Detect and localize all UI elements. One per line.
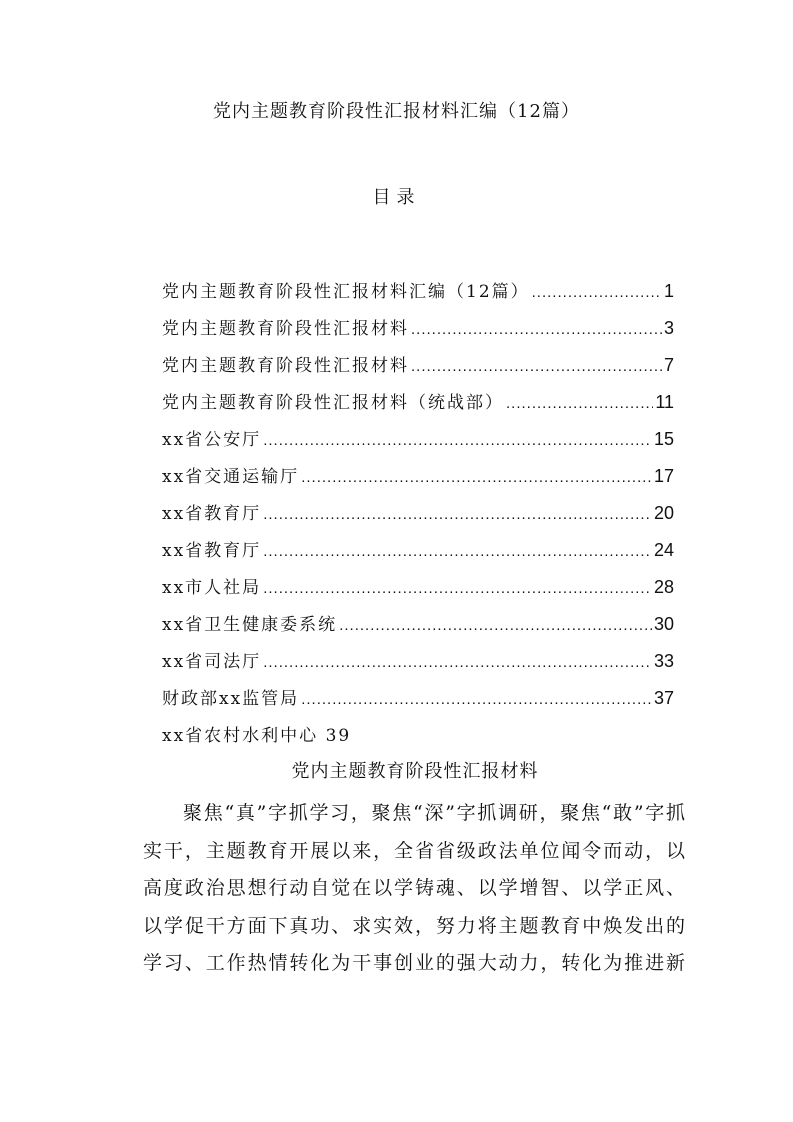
toc-leader-dots (263, 654, 652, 671)
toc-leader-dots (301, 691, 652, 708)
toc-entry-page: 7 (663, 355, 674, 375)
toc-entry[interactable] (162, 499, 674, 536)
toc-leader-dots (532, 284, 662, 301)
toc-entry-title: xx省教育厅 (162, 504, 262, 524)
body-line: 聚焦“真”字抓学习，聚焦“深”字抓调研，聚焦“敢”字抓 (183, 802, 685, 824)
toc-entry-title: xx省交通运输厅 (162, 467, 300, 487)
toc-entry[interactable] (162, 647, 674, 684)
body-line: 高度政治思想行动自觉在以学铸魂、以学增智、以学正风、 (143, 877, 685, 899)
toc-entry[interactable] (162, 536, 674, 573)
toc-entry-title: xx省农村水利中心 39 (162, 726, 352, 746)
body-line: 学习、工作热情转化为干事创业的强大动力，转化为推进新 (143, 952, 685, 974)
toc-entry-title: xx省卫生健康委系统 (162, 615, 338, 635)
toc-entry-title: 党内主题教育阶段性汇报材料 (162, 319, 409, 339)
document-title: 党内主题教育阶段性汇报材料汇编（12篇） (213, 101, 580, 122)
toc-entry-page: 33 (653, 651, 674, 671)
toc-entry-page: 1 (663, 281, 674, 301)
toc-leader-dots (411, 358, 662, 375)
toc-heading: 目录 (372, 187, 421, 208)
toc-entry-title: xx省公安厅 (162, 430, 262, 450)
toc-leader-dots (263, 543, 652, 560)
toc-entry-title: 党内主题教育阶段性汇报材料（统战部） (162, 393, 504, 413)
toc-entry-title: 财政部xx监管局 (162, 689, 300, 709)
toc-leader-dots (263, 580, 652, 597)
toc-entry-title: xx省教育厅 (162, 541, 262, 561)
toc-entry-page: 28 (653, 577, 674, 597)
body-line: 以学促干方面下真功、求实效，努力将主题教育中焕发出的 (143, 914, 685, 937)
toc-entry-page: 24 (653, 540, 674, 560)
toc-entry[interactable] (162, 684, 674, 721)
toc-entry-title: 党内主题教育阶段性汇报材料 (162, 356, 409, 376)
section-title: 党内主题教育阶段性汇报材料 (291, 761, 539, 782)
body-line: 实干，主题教育开展以来，全省省级政法单位闻令而动，以 (143, 839, 685, 862)
toc-leader-dots (263, 432, 652, 449)
toc-entry-last[interactable] (162, 721, 674, 749)
table-of-contents (162, 277, 674, 749)
toc-entry-page: 30 (653, 614, 674, 634)
toc-entry[interactable] (162, 573, 674, 610)
toc-leader-dots (506, 395, 653, 412)
toc-entry-page: 17 (653, 466, 674, 486)
toc-entry[interactable] (162, 314, 674, 351)
toc-entry[interactable] (162, 277, 674, 314)
body-paragraph (143, 795, 685, 983)
toc-entry-page: 20 (653, 503, 674, 523)
toc-entry[interactable] (162, 425, 674, 462)
toc-entry-page: 11 (655, 392, 674, 412)
toc-entry[interactable] (162, 388, 674, 425)
toc-leader-dots (339, 617, 652, 634)
toc-entry-title: xx省司法厅 (162, 652, 262, 672)
toc-entry-page: 3 (663, 318, 674, 338)
toc-entry-title: 党内主题教育阶段性汇报材料汇编（12篇） (162, 282, 530, 302)
toc-entry-title: xx市人社局 (162, 578, 262, 598)
toc-leader-dots (411, 321, 662, 338)
toc-entry-page: 15 (653, 429, 674, 449)
toc-leader-dots (263, 506, 652, 523)
toc-entry-page: 37 (653, 688, 674, 708)
toc-leader-dots (301, 469, 652, 486)
toc-entry[interactable] (162, 351, 674, 388)
toc-entry[interactable] (162, 610, 674, 647)
toc-entry[interactable] (162, 462, 674, 499)
